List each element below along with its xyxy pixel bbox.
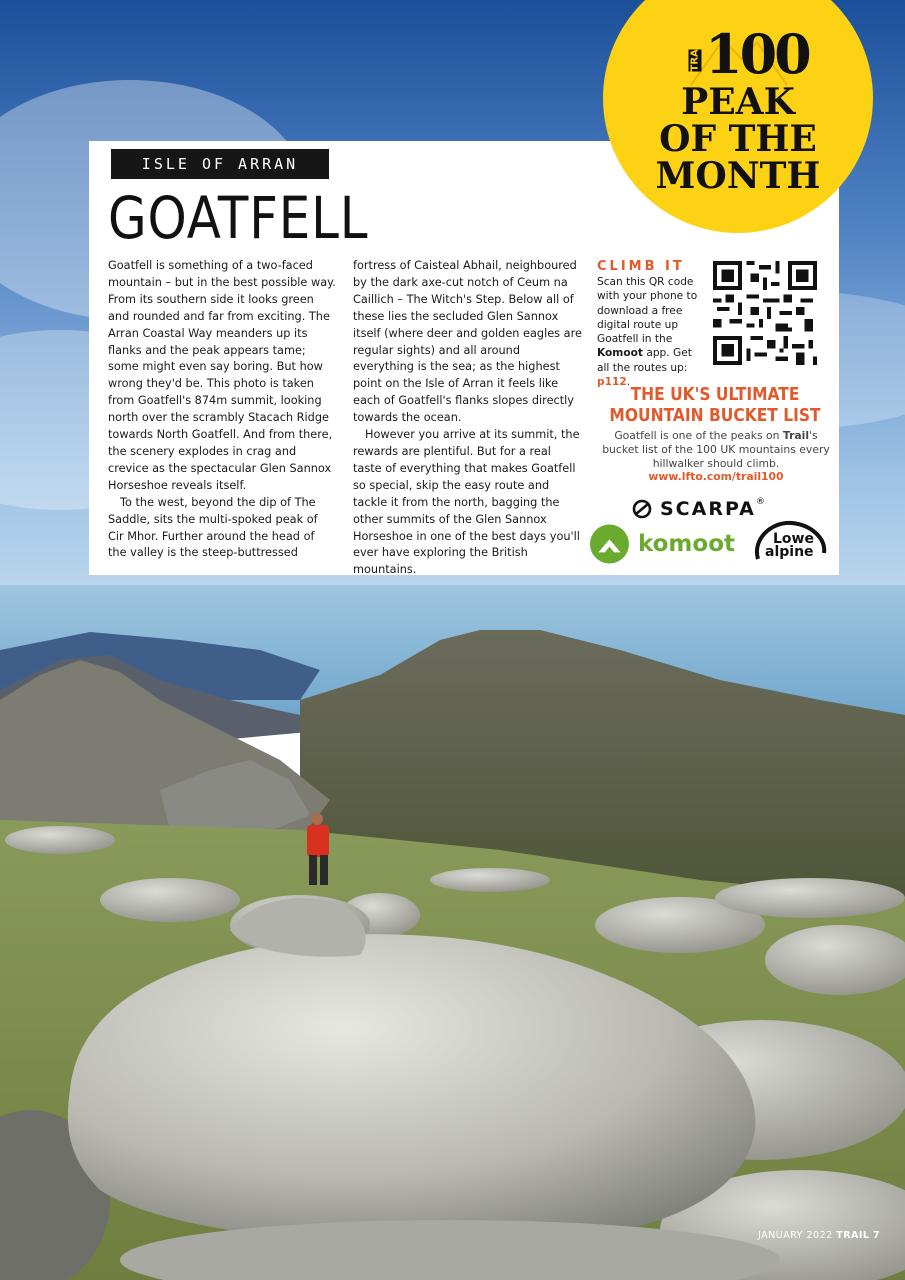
body-paragraph: However you arrive at its summit, the rewards are plentiful. But for a real taste of everything that makes Goatfell so special, skip the easy route and tackle it from the north, bagging the other summits of the Glen Sannox Horseshoe in one of the best days you'll ever have exploring the British mountains.	[353, 428, 580, 577]
registered-mark: ®	[755, 497, 765, 507]
badge-line: PEAK	[681, 81, 795, 123]
article-headline: GOATFELL	[108, 184, 369, 252]
bucket-list-title-line: THE UK'S ULTIMATE	[630, 384, 800, 405]
body-column-1	[108, 258, 336, 562]
komoot-icon	[590, 523, 629, 565]
page-folio	[758, 1230, 880, 1241]
body-column-2	[353, 258, 583, 579]
trail100-number: 100	[705, 22, 809, 86]
badge-line: OF THE	[659, 118, 817, 160]
body-paragraph: Goatfell is something of a two-faced mountain – but in the best possible way. From its southern side it looks green and rounded and far from exciting. The Arran Coastal Way meanders up its flanks and the peak appears tame; some might even say boring. But how wrong they'd be. This photo is taken from Goatfell's 874m summit, looking north over the scrambly Stacach Ridge towards North Goatfell. And from there, the scenery explodes in crag and crevice as the spectacular Glen Sannox Horseshoe reveals itself.	[108, 259, 336, 492]
folio-magazine: TRAIL	[836, 1230, 870, 1241]
climb-it-period: .	[626, 376, 631, 389]
badge-title	[613, 81, 863, 197]
trail-label: TRAIL	[689, 39, 701, 72]
qr-code[interactable]	[713, 261, 817, 365]
scarpa-icon	[632, 499, 652, 519]
bucket-list-title	[608, 384, 823, 426]
trail100-link[interactable]: www.lfto.com/trail100	[648, 470, 784, 484]
body-paragraph: To the west, beyond the dip of The Saddle, sits the multi-spoked peak of Cir Mhor. Further around the head of the valley is the steep-buttressed	[108, 495, 318, 560]
badge-line: MONTH	[655, 155, 821, 197]
climb-it-intro: Scan this QR code with your phone to download a free digital route up Goatfell in the	[597, 276, 698, 346]
komoot-logo	[590, 522, 735, 566]
bucket-list-title-line: MOUNTAIN BUCKET LIST	[609, 405, 821, 426]
climb-it-heading: CLIMB IT	[597, 259, 685, 274]
climb-it-outro: app. Get all the routes up:	[597, 347, 692, 374]
location-kicker: ISLE OF ARRAN	[111, 149, 329, 179]
climb-it-text	[597, 275, 705, 389]
komoot-wordmark: komoot	[637, 531, 735, 557]
page-number: 7	[873, 1230, 881, 1241]
body-paragraph: fortress of Caisteal Abhail, neighboured by the dark axe-cut notch of Ceum na Caillich – The Witch's Step. Below all of these lies the secluded Glen Sannox itself (where deer and golden eagles are regular sights) and all around everything is the sea; as the highest point on the Isle of Arran it feels like each of Goatfell's flanks slopes directly towards the ocean.	[353, 259, 582, 425]
komoot-app-name: Komoot	[597, 347, 643, 360]
lowe-wordmark: Lowe	[773, 531, 814, 547]
folio-date: JANUARY 2022	[758, 1230, 833, 1241]
bucket-list-intro: Goatfell is one of the peaks on	[614, 429, 780, 442]
bucket-list-text	[600, 429, 832, 484]
scarpa-wordmark: SCARPA	[660, 498, 756, 520]
alpine-wordmark: alpine	[765, 544, 814, 560]
bucket-list-outro: 's bucket list of the 100 UK mountains every hillwalker should climb.	[602, 429, 830, 470]
trail-magazine-name: Trail	[782, 429, 810, 442]
scarpa-logo	[632, 497, 765, 521]
page-reference-link[interactable]: p112	[597, 376, 627, 389]
